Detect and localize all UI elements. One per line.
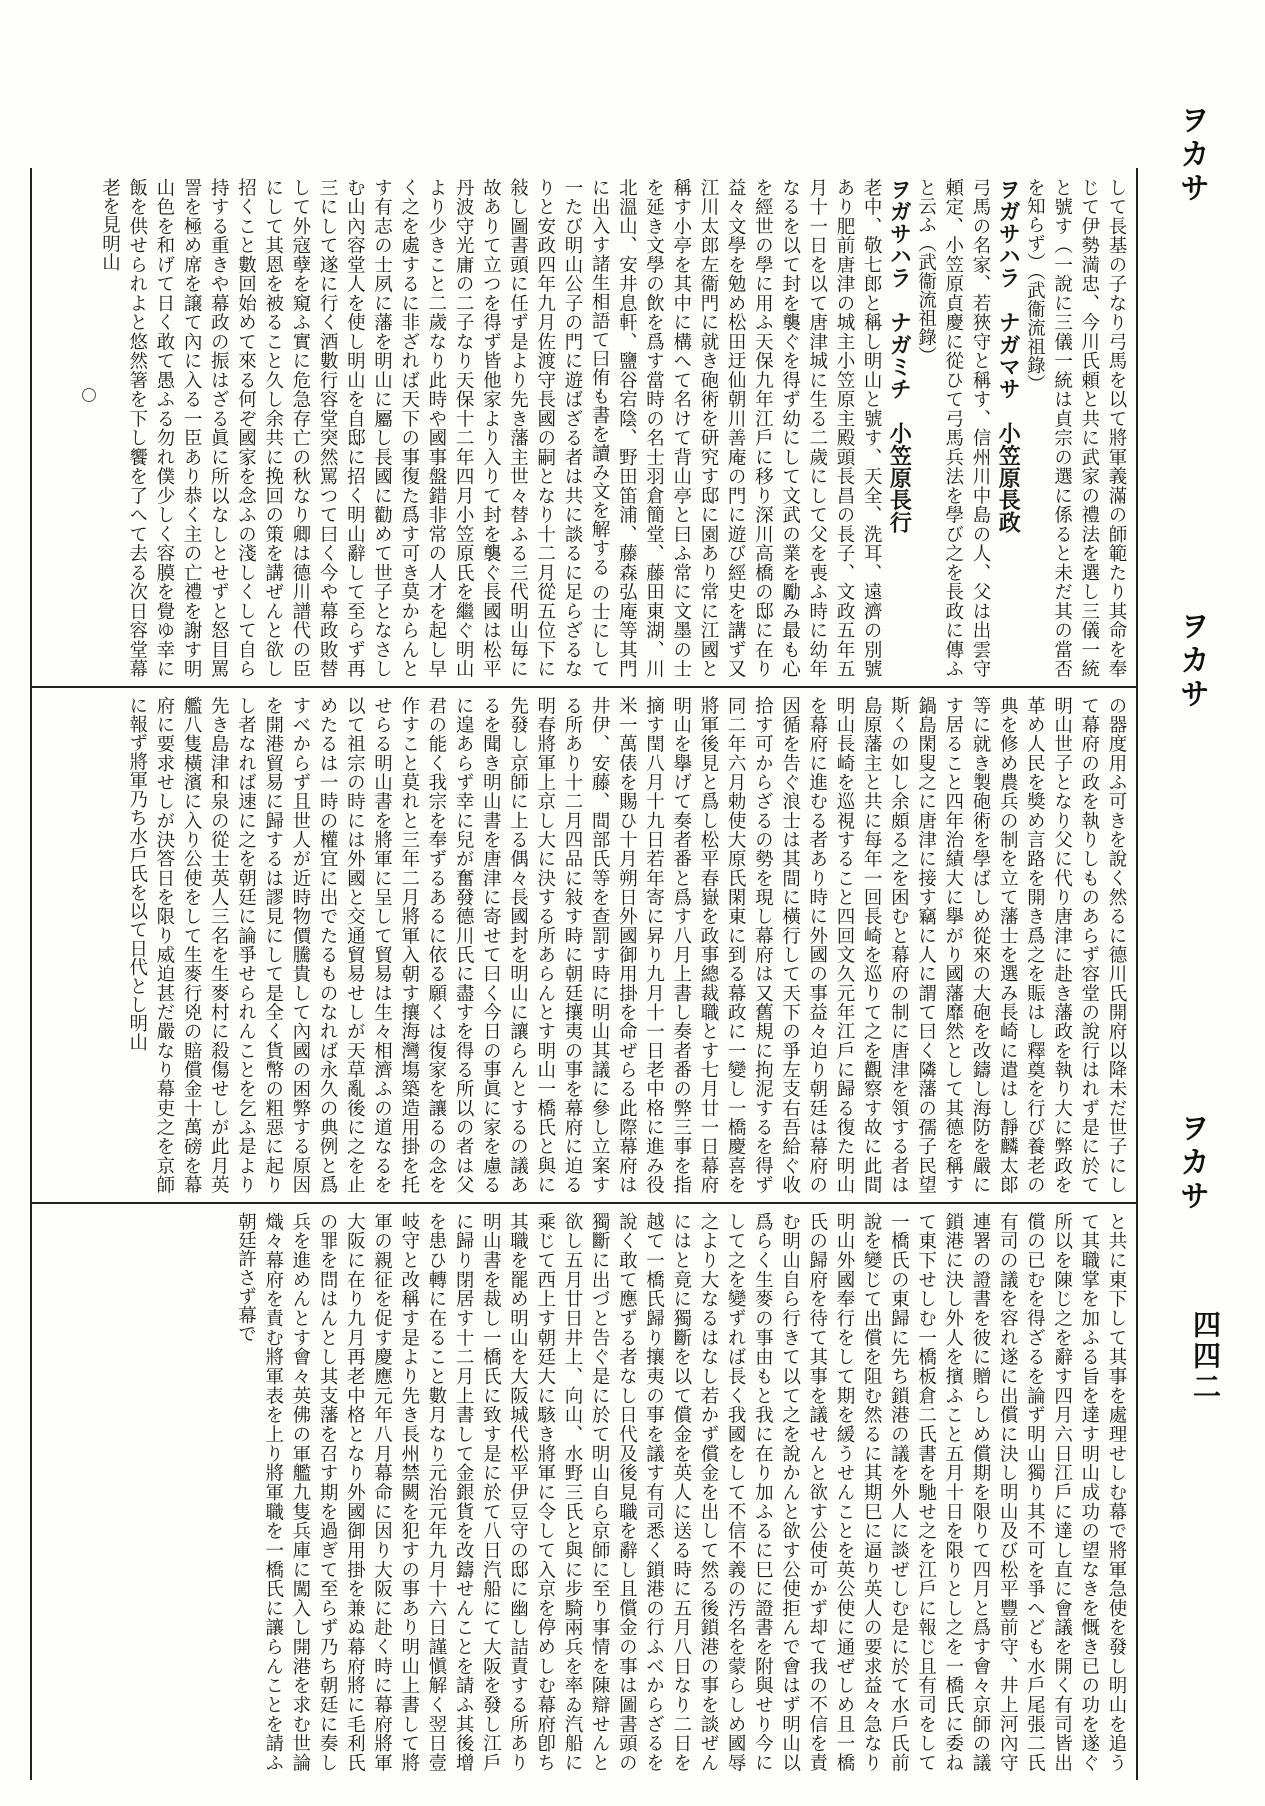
band-1-text [32, 172, 1136, 682]
entry-body-nagamasa: 弓馬の名家、若狹守と稱す、信州川中島の人、父は出雲守頼定、小笠原貞慶に從ひて弓馬兵法を學び之を長政に傳ふと云ふ（武衞流祖錄） [915, 178, 991, 678]
band-divider-1 [30, 686, 1138, 688]
running-header-bottom: ヲカサ [1174, 1112, 1209, 1214]
band-divider-2 [30, 1202, 1138, 1204]
entry-continuation: と共に東下して其事を處理せしむ幕で將軍急使を發し明山を追うて其職掌を加ふる旨を達す明山成功の望なきを慨き已の功を遂ぐ所以を陳じ之を辭す四月六日江戶に達し直に會議を開く有司皆出償の已むを得ざるを論ず明山獨り其不可を爭へども水戶尾張二氏有司の議を容れ遂に出償に決し明山及び松平豐前守、井上河內守連署の證書を彼に贈らしめ償期を限りて四月と爲す會々京師の議鎖港に決し外人を擯ふこと五月十日を限りとし之を一橋氏に委ねて東下せしむ一橋板倉二氏書を馳せ之を江戶に報じ且有司をして一橋氏の東歸に先ち鎖港の議を外人に談ぜしむ是に於て水戶氏前說を變じて出償を阻む然るに其期巳に逼り英人の要求益々急なり明山外國奉行をして期を緩うせんことを英公使に通ぜしめ且一橋氏の歸府を待て其事を議せんと欲す公使可かず却て我の不信を責む明山自ら行きて以て之を說かんと欲す公使拒んで會はず明山以爲らく生麥の事由もと我に在り加ふるに巳に證書を附與せり今にして之を變ずれば長く我國をして不信不義の汚名を蒙らしめ國辱之より大なるはなし若かず償金を出して然る後鎖港の事を談ぜんにはと竟に獨斷を以て償金を英人に送る時に五月八日なり二日を越て一橋氏歸り攘夷の事を議す有司悉く鎖港の行ふべからざるを說く敢て應ずる者なし日代及後見職を辭し且償金の事は圖書頭の獨斷に出づと告ぐ是に於て明山自ら京師に至り事情を陳辯せんと欲し五月廿日井上、向山、水野三氏と與に步騎兩兵を率ゐ汽船に乘じて西上す朝廷大に駭き將軍に令して入京を停めしむ幕府卽ち其職を罷め明山を大阪城代松平伊豆守の邸に幽し詰責する所あり明山書を裁し一橋氏に致す是に於て八日汽船にて大阪を發し江戶に歸り閉居す十二月上書して金銀貨を改鑄せんことを請ふ其後增を患ひ轉に在ること數月なり元治元年九月十六日謹愼解く翌日壹岐守と改稱す是より先き長州禁闕を犯すの事あり明山上書して將軍の親征を促す慶應元年八月幕命に因り大阪に赴く時に幕府將軍大阪に在り九月再老中格となり外國御用掛を兼ぬ幕府將に毛利氏の罪を問はんとし其支藩を召す期を過ぎて至らず乃ち朝廷に奏し兵を進めんとす會々英佛の軍艦九隻兵庫に闖入し開港を求む世論熾々幕府を責む將軍表を上り將軍職を一橋氏に讓らんことを請ふ朝廷許さず幕で [235, 1212, 1127, 1772]
entry-heading-nagamasa: ヲガサハラ ナガマサ 小笠原長政 [995, 178, 1021, 534]
band-3-text [32, 1206, 1136, 1776]
text-band-1 [32, 172, 1136, 682]
text-band-3 [32, 1206, 1136, 1776]
running-header-top: ヲカサ [1174, 104, 1209, 206]
entry-heading-nagamichi: ヲガサハラ ナガミチ 小笠原長行 [886, 178, 912, 534]
band-2-text [32, 690, 1136, 1198]
text-band-2 [32, 690, 1136, 1198]
entry-body-nagamichi: 老中、敬七郎と稱し明山と號す、天全、洗耳、遠濟の別號あり肥前唐津の城主小笠原主殿頭長昌の長子、文政五年五月十一日を以て唐津城に生る二歲にして父を喪ふ時に幼年なるを以て封を襲ぐを得ず幼にして文武の業を勵み最も心を經世の學に用ふ天保九年江戶に移り深川高橋の邸に在り益々文學を勉め松田迂仙朝川善庵の門に遊び經史を講ず又江川太郎左衞門に就き砲術を研究す邸に園あり常に江國と稱す小亭を其中に構へて名けて背山亭と曰ふ常に文墨の士を延き文學の飲を爲す當時の名士羽倉簡堂、藤田東湖、川北溫山、安井息軒、鹽谷宕陰、野田笛浦、藤森弘庵等其門に出入す諸生相語て曰侑も書を讀み文を解する の士にして一たび明山公子の門に遊ばざる者は共に談るに足らざるなりと安政四年九月佐渡守長國の嗣となり十二月從五位下に敍し圖書頭に任ず是より先き藩主世々替ふる三代明山毎に故ありて立つを得ず皆他家より入りて封を襲ぐ長國は松平丹波守光庸の二子なり天保十二年四月小笠原氏を繼ぐ明山より少きこと二歲なり此時や國事盤錯非常の人才を起し早く之を處するに非ざれば天下の事復た爲す可き莫からんとす有志の士夙に藩を明山に屬し長國に勸めて世子となさしむ山內容堂人を使し明山を自邸に招く明山辭して至らず再三にして遂に行く酒數行容堂突然罵つて曰く今や幕政敗替して外寇孽を窺ふ實に危急存亡の秋なり卿は德川譜代の臣にして其恩を被ること久し余共に挽回の策を講ぜんと欲し招くこと數回始めて來る何ぞ國家を念ふの淺しくして自ら持する重きや幕政の振はざる眞に所以なしとせずと怒目罵詈を極め席を譲て內に入る一臣あり恭く主の亡禮を謝す明山色を和げて日く敢て愚ふる勿れ僕少しく容膜を覺ゆ幸に飯を供せられよと悠然箸を下し饗を了へて去る次日容堂幕老を見明山 [99, 178, 883, 678]
entry-continuation: して長基の子なり弓馬を以て將軍義滿の師範たり其命を奉じて伊勢満忠、今川氏頼と共に武家の禮法を選し三儀一統と號す（一說に三儀一統は貞宗の選に係ると未だ其の當否を知らず）（武衞流祖錄） [1024, 178, 1127, 678]
page-number: 四四二 [1189, 1310, 1222, 1403]
entry-continuation: の器度用ふ可きを說く然るに德川氏開府以降未だ世子にして幕府の政を執りしものあらず容堂の說行はれず是に於て明山世子となり父に代り唐津に赴き藩政を執り大に弊政を革め人民を獎め言路を開き爲之を賑はし釋奠を行び養老の典を修め農兵の制を立て藩士を選み長崎に遣はし靜麟太郞等に就き製砲術を學ばしめ從來の大砲を改鑄し海防を嚴にす居ること四年治績大に擧がり國藩靡然として其德を稱す鍋島閑叟之に唐津に接す竊に人に謂て曰く隣藩の孺子民望斯くの如し余頗る之を困むと幕府の制に唐津を領する者は島原藩主と共に每年一回長崎を巡りて之を觀察す故に此間明山長崎を巡視すること四回文久元年江戶に歸る復た明山を幕府に進むる者あり時に外國の事益々迫り朝廷は幕府の因循を告ぐ浪士は其間に橫行して天下の爭左支右吾給ぐ收拾す可からざるの勢を現し幕府は又舊規に拘泥するを得ず同二年六月勅使大原氏閑東に到る幕政に一變し一橋慶喜を將軍後見と爲し松平春嶽を政事總裁職とす七月廿一日幕府明山を擧げて奏者番と爲す八月上書し奏者番の弊三事を指摘す閏八月十九日若年寄に昇り九月十一日老中格に進み役米一萬俵を賜ひ十月朔日外國御用掛を命ぜらる此際幕府は井伊、安藤、間部氏等を查罰す時に明山其議に參し立案する所あり十二月四品に敍す時に朝廷攘夷の事を幕府に迫る明春將軍上京し大に決する所あらんとす明山一橋氏と與に先發し京師に上る偶々長國封を明山に讓らんとするの議あるを聞き明山書を唐津に寄せて曰く今日の事眞に家を慮るに遑あらず幸に兒が奮發德川氏に盡すを得る所以の者は父君の能く我宗を奉ずるあるに依る願くは復家を讓るの念を作すこと莫れと三年二月將軍入朝す攘海灣塲築造用掛を托せらる明山書を將軍に呈して貿易は生々相濟ふの道なるを以て祖宗の時には外國と交通貿易せしが天草亂後に之を止めたるは一時の權宜に出でたるものなれば永久の典例と爲すべからず且世人が近時物價騰貴して內國の困弊する原因を開港貿易に歸するは謬見にして是全く貨幣の粗惡に起りし者なれば速に之を朝廷に論爭せられんことを乞ふ是より先き島津和泉の從士英人三名を生麥村に殺傷せしが此月英艦八隻橫濱に入り公使をして生麥行兇の賠償金十萬磅を幕府に要求せしが決答日を限り威迫甚だ嚴なり幕吏之を京師に報ず將軍乃ち水戶氏を以て日代とし明山 [126, 696, 1127, 1194]
running-header-middle: ヲカサ [1174, 610, 1209, 712]
